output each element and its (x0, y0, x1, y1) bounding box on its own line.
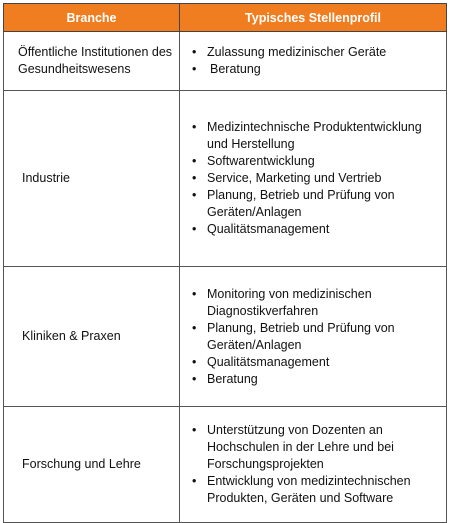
list-item: • Beratung (186, 371, 442, 388)
profil-cell (180, 407, 447, 523)
list-item: • Zulassung medizinischer Geräte (186, 44, 442, 61)
profil-list (186, 119, 442, 238)
list-item: • Service, Marketing und Vertrieb (186, 170, 442, 187)
profil-list (186, 422, 442, 507)
table-row-kliniken (4, 267, 447, 407)
list-item (186, 61, 442, 78)
list-item-text: Beratung (210, 62, 261, 76)
table-row-industrie (4, 91, 447, 267)
branche-label: Industrie (22, 171, 70, 185)
header-stellenprofil: Typisches Stellenprofil (180, 4, 447, 32)
profil-cell (180, 91, 447, 267)
list-item: • Unterstützung von Dozenten an Hochschulen in der Lehre und bei Forschungsprojekten (186, 422, 442, 473)
table-header-row (4, 4, 447, 32)
list-item: • Qualitätsmanagement (186, 354, 442, 371)
profil-cell (180, 267, 447, 407)
career-profile-table-wrapper (3, 3, 446, 523)
table-row-forschung (4, 407, 447, 523)
list-item: • Monitoring von medizinischen Diagnostikverfahren (186, 286, 442, 320)
list-item: • Planung, Betrieb und Prüfung von Geräten/Anlagen (186, 320, 442, 354)
profil-cell (180, 32, 447, 91)
branche-label: Forschung und Lehre (22, 457, 141, 471)
profil-list (186, 44, 442, 78)
branche-cell (4, 32, 180, 91)
branche-label: Kliniken & Praxen (22, 329, 121, 343)
list-item: • Medizintechnische Produktentwicklung und Herstellung (186, 119, 442, 153)
career-profile-table (3, 3, 447, 523)
branche-cell (4, 91, 180, 267)
profil-list (186, 286, 442, 388)
branche-cell (4, 267, 180, 407)
header-branche: Branche (4, 4, 180, 32)
branche-label: Öffentliche Institutionen des Gesundheitswesens (18, 45, 173, 76)
list-item: • Softwarentwicklung (186, 153, 442, 170)
branche-cell (4, 407, 180, 523)
table-row-behoerden (4, 32, 447, 91)
list-item: • Planung, Betrieb und Prüfung von Geräten/Anlagen (186, 187, 442, 221)
list-item: • Qualitätsmanagement (186, 221, 442, 238)
list-item: • Entwicklung von medizintechnischen Produkten, Geräten und Software (186, 473, 442, 507)
